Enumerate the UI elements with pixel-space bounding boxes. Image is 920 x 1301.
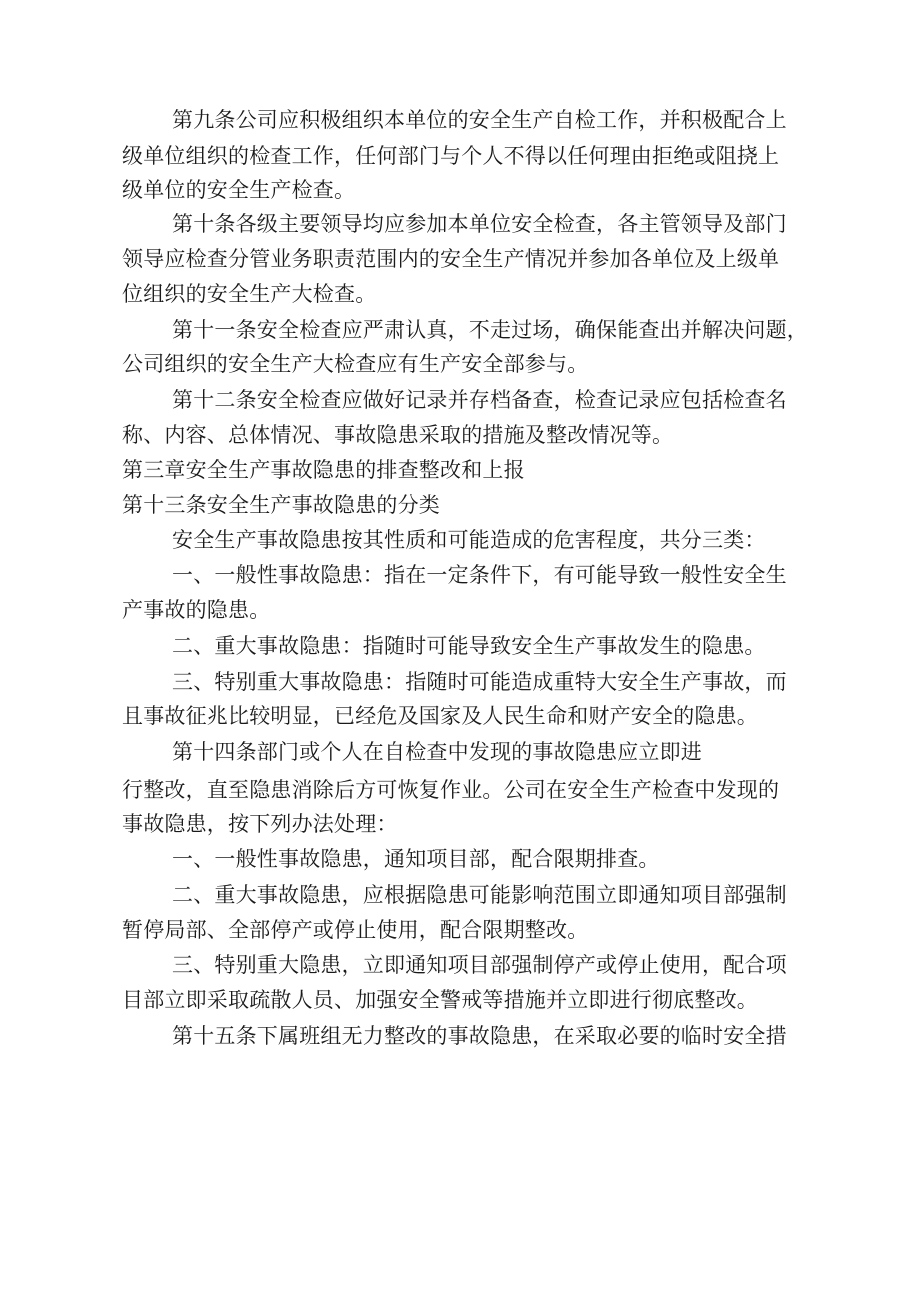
article-10-line-1: 第十条各级主要领导均应参加本单位安全检查，各主管领导及部门 [172, 212, 787, 236]
handling-major-line-2: 暂停局部、全部停产或停止使用，配合限期整改。 [122, 918, 589, 942]
article-12-line-2: 称、内容、总体情况、事故隐患采取的措施及整改情况等。 [122, 423, 674, 447]
general-hazard-line-1: 一、一般性事故隐患：指在一定条件下，有可能导致一般性安全生 [172, 563, 787, 587]
article-11-line-2: 公司组织的安全生产大检查应有生产安全部参与。 [122, 352, 589, 376]
handling-extra-major-line-1: 三、特别重大隐患，立即通知项目部强制停产或停止使用，配合项 [172, 953, 787, 977]
handling-extra-major-line-2: 目部立即采取疏散人员、加强安全警戒等措施并立即进行彻底整改。 [122, 988, 758, 1012]
article-15-line-1: 第十五条下属班组无力整改的事故隐患，在采取必要的临时安全措 [172, 1024, 787, 1048]
handling-major-line-1: 二、重大事故隐患，应根据隐患可能影响范围立即通知项目部强制 [172, 883, 787, 907]
article-13-heading: 第十三条安全生产事故隐患的分类 [122, 493, 440, 517]
article-10-line-2: 领导应检查分管业务职责范围内的安全生产情况并参加各单位及上级单 [122, 247, 780, 271]
article-9-line-3: 级单位的安全生产检查。 [122, 178, 356, 202]
article-9-line-2: 级单位组织的检查工作，任何部门与个人不得以任何理由拒绝或阻挠上 [122, 144, 780, 168]
major-hazard: 二、重大事故隐患：指随时可能导致安全生产事故发生的隐患。 [172, 634, 766, 658]
article-10-line-3: 位组织的安全生产大检查。 [122, 282, 377, 306]
article-14-line-2: 行整改，直至隐患消除后方可恢复作业。公司在安全生产检查中发现的 [122, 778, 780, 802]
handling-general: 一、一般性事故隐患，通知项目部，配合限期排查。 [172, 847, 660, 871]
article-12-line-1: 第十二条安全检查应做好记录并存档备查，检查记录应包括检查名 [172, 388, 787, 412]
article-9-line-1: 第九条公司应积极组织本单位的安全生产自检工作，并积极配合上 [172, 108, 787, 132]
extra-major-hazard-line-1: 三、特别重大事故隐患：指随时可能造成重特大安全生产事故，而 [172, 670, 787, 694]
article-11-line-1: 第十一条安全检查应严肃认真，不走过场，确保能查出并解决问题， [172, 318, 808, 342]
article-14-line-3: 事故隐患，按下列办法处理： [122, 812, 398, 836]
classification-intro: 安全生产事故隐患按其性质和可能造成的危害程度，共分三类： [172, 528, 766, 552]
general-hazard-line-2: 产事故的隐患。 [122, 598, 271, 622]
article-14-line-1: 第十四条部门或个人在自检查中发现的事故隐患应立即进 [172, 740, 702, 764]
chapter-3-heading: 第三章安全生产事故隐患的排查整改和上报 [122, 458, 525, 482]
extra-major-hazard-line-2: 且事故征兆比较明显，已经危及国家及人民生命和财产安全的隐患。 [122, 704, 758, 728]
